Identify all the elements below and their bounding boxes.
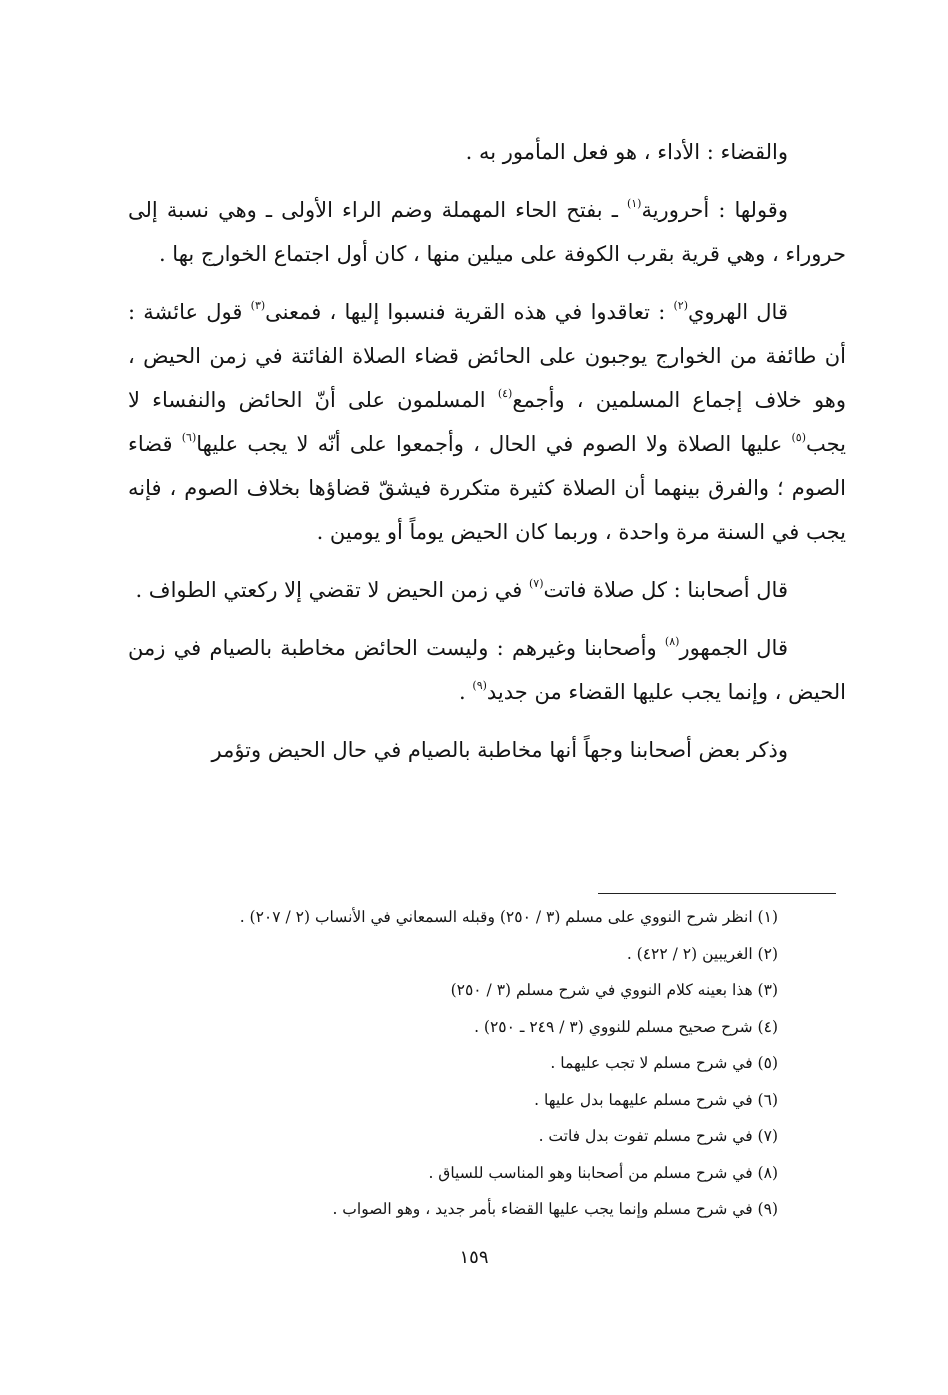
footnote: (٤) شرح صحيح مسلم للنووي (٣ / ٢٤٩ ـ ٢٥٠) . <box>474 1017 778 1036</box>
text-segment: المسلمون على أنّ الحائض والنفساء لا يجب <box>128 388 847 456</box>
paragraph <box>128 130 846 174</box>
footnote-marker: (٥) <box>791 431 806 444</box>
footnote: (٢) الغريبين (٢ / ٤٢٢) . <box>626 944 778 963</box>
text-segment: وأصحابنا وغيرهم : وليست الحائض مخاطبة بالصيام في زمن الحيض ، وإنما يجب عليها القضاء من جديد <box>128 636 846 704</box>
text-segment: عليها الصلاة ولا الصوم في الحال ، وأجمعوا على أنّه لا يجب عليها <box>196 432 792 456</box>
footnote-divider <box>598 893 836 894</box>
footnote: (٨) في شرح مسلم من أصحابنا وهو المناسب للسياق . <box>428 1163 778 1182</box>
text-segment: قال أصحابنا : كل صلاة فاتت <box>543 578 788 602</box>
text-segment: وذكر بعض أصحابنا وجهاً أنها مخاطبة بالصيام في حال الحيض وتؤمر <box>211 738 788 762</box>
footnote-marker: (٨) <box>664 635 680 648</box>
text-segment: قول عائشة : أن طائفة من الخوارج يوجبون على الحائض قضاء الصلاة الفائتة في زمن الحيض ، وهو خلاف إجماع المسلمين ، وأجمع <box>128 300 847 412</box>
text-segment: ـ بفتح الحاء المهملة وضم الراء الأولى ـ وهي نسبة إلى حروراء ، وهي قرية بقرب الكوفة على ميلين منها ، كان أول اجتماع الخوارج بها . <box>128 198 846 266</box>
paragraph <box>128 626 846 714</box>
footnote-marker: (٤) <box>497 387 513 400</box>
main-text <box>128 130 846 786</box>
text-segment: والقضاء : الأداء ، هو فعل المأمور به . <box>465 140 788 164</box>
footnote: (٦) في شرح مسلم عليهما بدل عليها . <box>534 1090 778 1109</box>
text-segment: قال الجمهور <box>679 636 788 660</box>
footnote-marker: (٩) <box>472 679 487 692</box>
footnote: (٥) في شرح مسلم لا تجب عليهما . <box>550 1054 778 1072</box>
paragraph <box>128 290 846 554</box>
footnote: (٣) هذا بعينه كلام النووي في شرح مسلم (٣ / ٢٥٠) <box>450 981 778 999</box>
footnote-marker: (٢) <box>673 299 688 312</box>
footnotes <box>128 899 778 1228</box>
footnote: (٧) في شرح مسلم تفوت بدل فاتت . <box>538 1127 778 1145</box>
footnote-marker: (٦) <box>181 431 197 444</box>
footnote-marker: (١) <box>626 197 642 210</box>
footnote-marker: (٧) <box>528 577 544 590</box>
footnote: (٩) في شرح مسلم وإنما يجب عليها القضاء بأمر جديد ، وهو الصواب . <box>332 1200 778 1218</box>
paragraph <box>128 728 846 772</box>
text-segment: . <box>459 680 473 704</box>
footnote: (١) انظر شرح النووي على مسلم (٣ / ٢٥٠) وقبله السمعاني في الأنساب (٢ / ٢٠٧) . <box>239 908 778 926</box>
text-segment: وقولها : أحرورية <box>641 198 788 222</box>
paragraph <box>128 568 846 612</box>
text-segment: قضاء الصوم ؛ والفرق بينهما أن الصلاة كثيرة متكررة فيشقّ قضاؤها بخلاف الصوم ، فإنه يجب في السنة مرة واحدة ، وربما كان الحيض يوماً أو يومين . <box>128 432 846 544</box>
text-segment: في زمن الحيض لا تقضي إلا ركعتي الطواف . <box>135 578 529 602</box>
text-segment: قال الهروي <box>688 300 788 324</box>
paragraph <box>128 188 846 276</box>
footnote-marker: (٣) <box>250 299 266 312</box>
page-number: ١٥٩ <box>459 1247 489 1268</box>
text-segment: : تعاقدوا في هذه القرية فنسبوا إليها ، فمعنى <box>265 300 674 324</box>
